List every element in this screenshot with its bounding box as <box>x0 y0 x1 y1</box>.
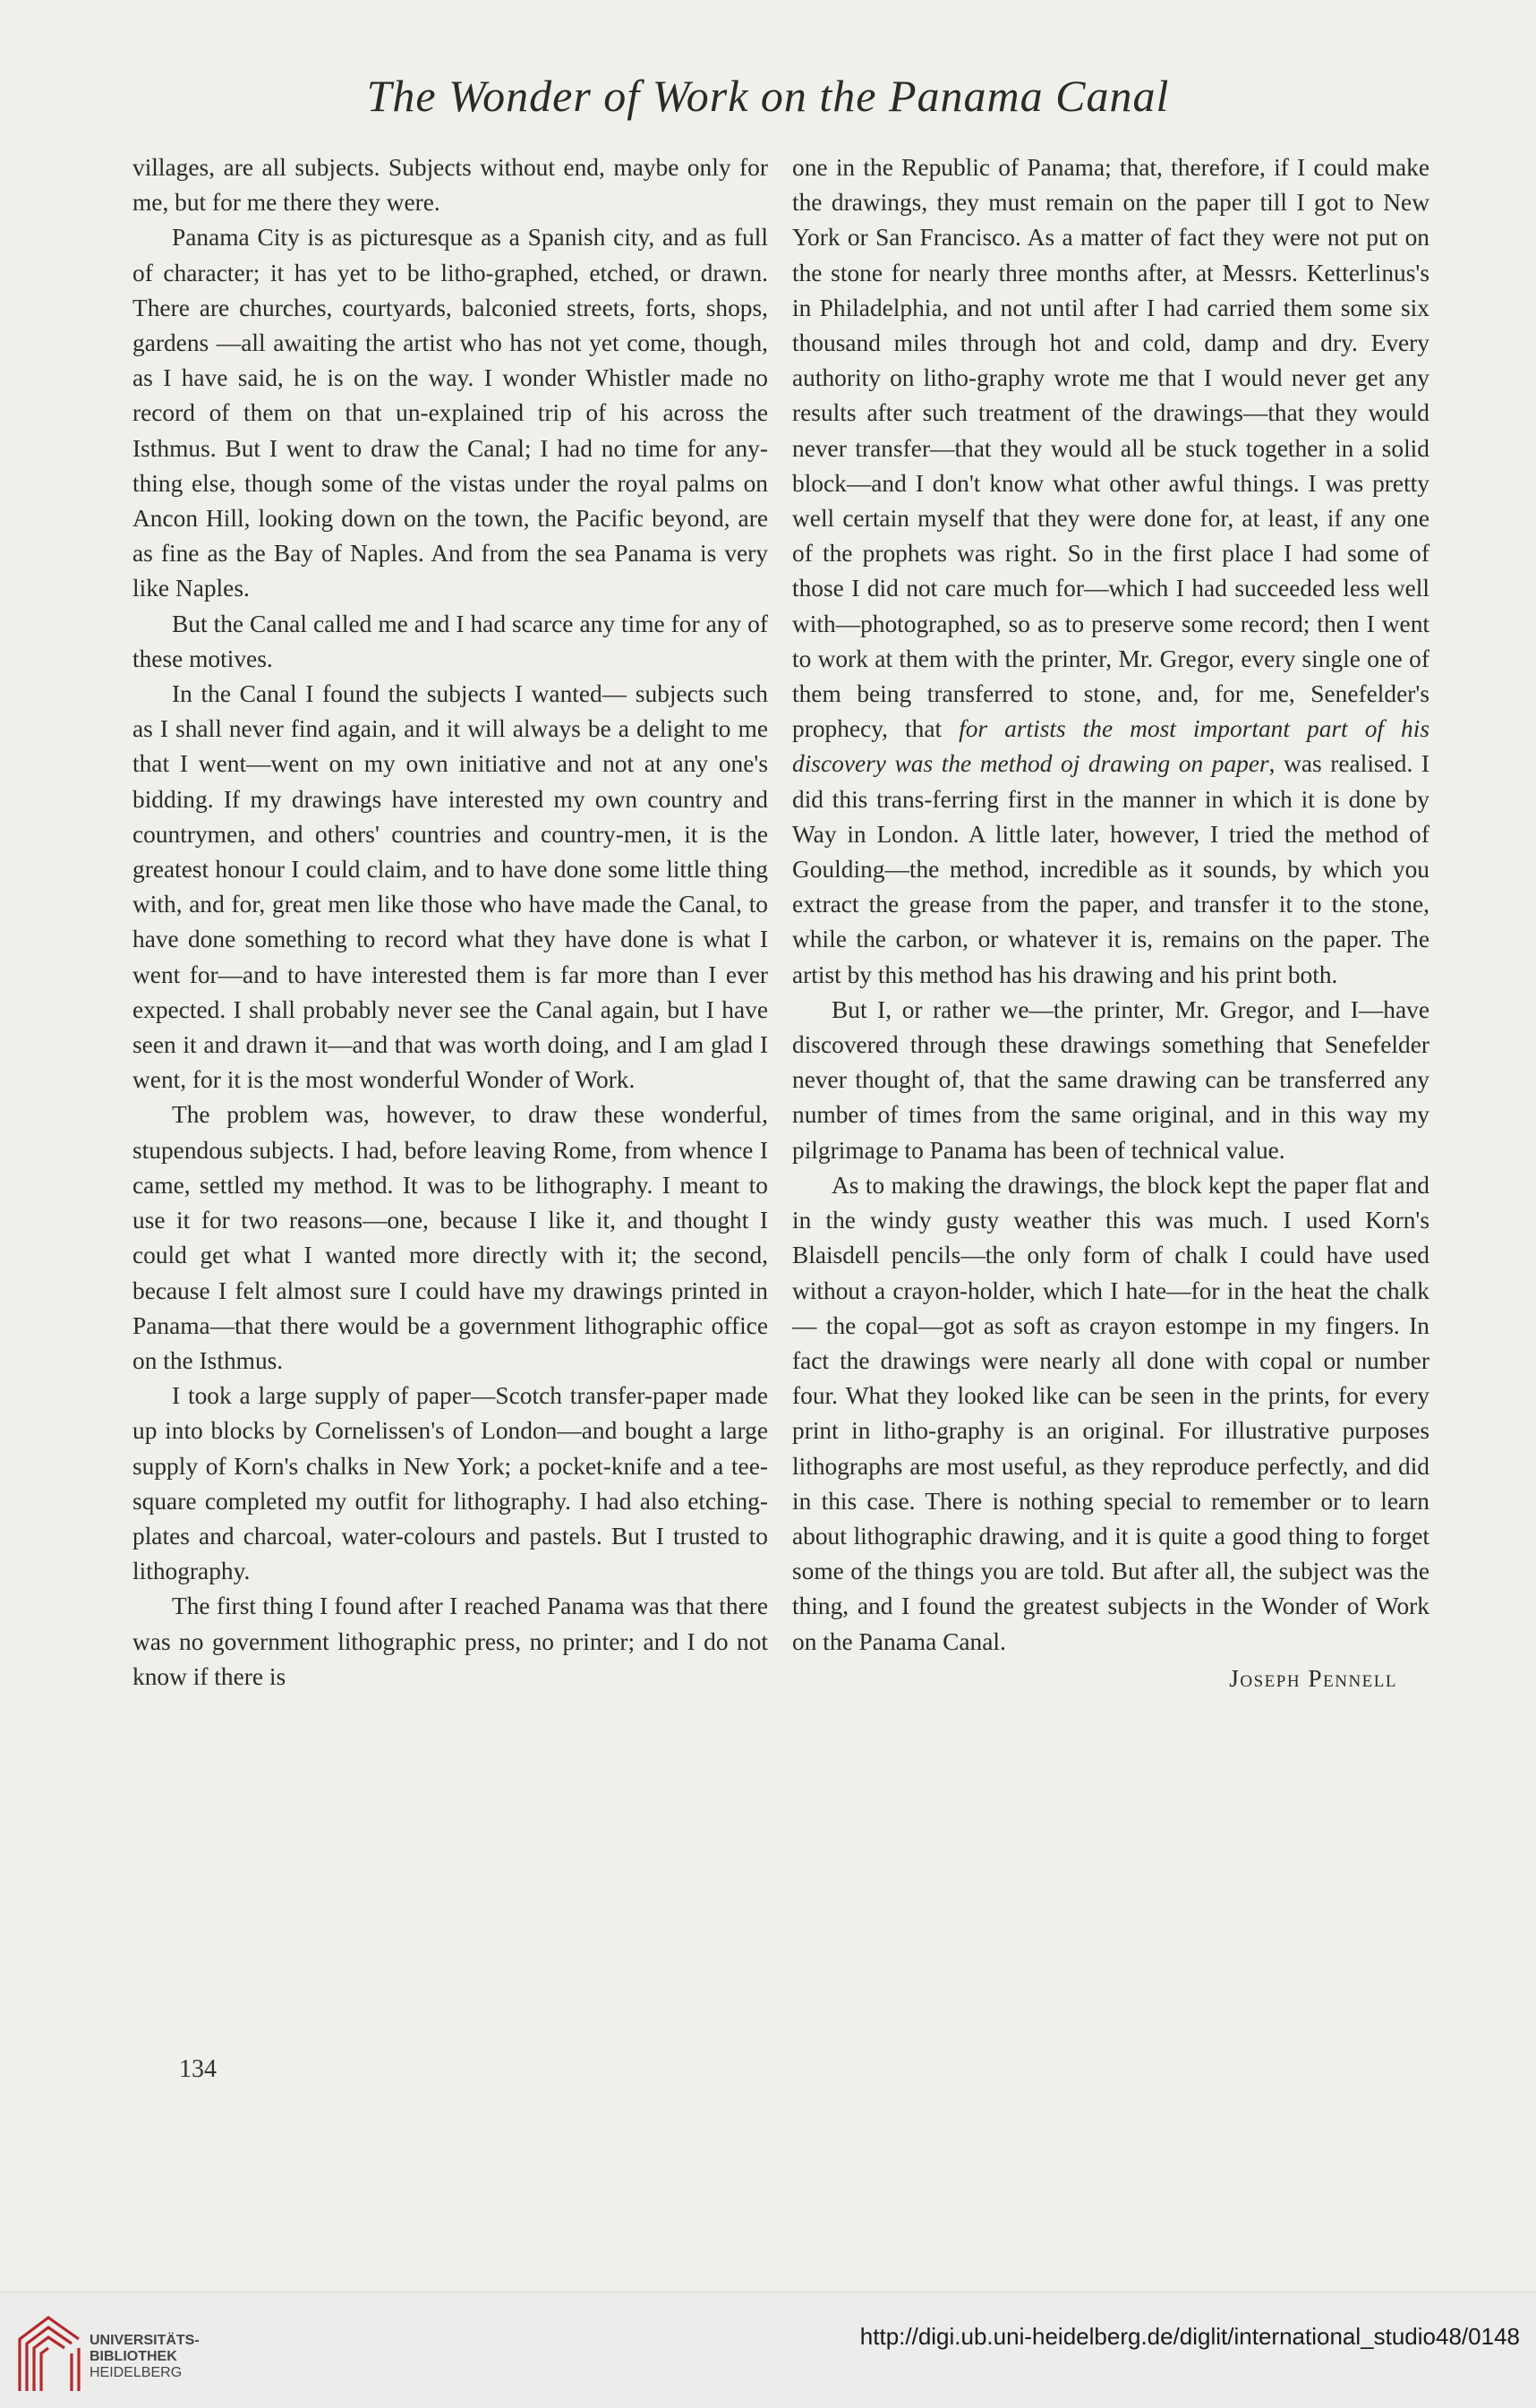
library-name: UNIVERSITÄTS- BIBLIOTHEK HEIDELBERG <box>90 2333 200 2380</box>
italic-quote: for artists the most important part of his discovery was the method oj drawing on paper <box>792 715 1429 778</box>
page-number: 134 <box>179 2055 217 2083</box>
paragraph: As to making the drawings, the block kept the paper flat and in the windy gusty weather this was much. I used Korn's Blaisdell pencils—the only form of chalk I could have used without a crayon-holder, which I hate—for in the heat the chalk— the copal—got as soft as crayon estompe in my fingers. In fact the drawings were nearly all done with copal or number four. What they looked like can be seen in the prints, for every print in litho-graphy is an original. For illustrative purposes lithographs are most useful, as they reproduce perfectly, and did in this case. There is nothing special to remember or to learn about lithographic drawing, and it is quite a good thing to forget some of the things you are told. But after all, the subject was the thing, and I found the greatest subjects in the Wonder of Work on the Panama Canal. <box>792 1171 1429 1655</box>
left-column <box>132 150 768 1695</box>
paragraph <box>792 150 1429 993</box>
paragraph: I took a large supply of paper—Scotch transfer-paper made up into blocks by Cornelissen's of London—and bought a large supply of Korn's chalks in New York; a pocket-knife and a tee-square completed my outfit for lithography. I had also etching-plates and charcoal, water-colours and pastels. But I trusted to lithography. <box>132 1382 768 1585</box>
paragraph: The first thing I found after I reached Panama was that there was no government lithographic press, no printer; and I do not know if there is <box>132 1593 768 1690</box>
author-signature: Joseph Pennell <box>1229 1664 1397 1692</box>
source-url[interactable]: http://digi.ub.uni-heidelberg.de/diglit/international_studio48/0148 <box>859 2323 1520 2350</box>
right-column <box>792 150 1429 1696</box>
paragraph: In the Canal I found the subjects I wanted— subjects such as I shall never find again, and it will always be a delight to me that I went—went on my own initiative and not at any one's bidding. If my drawings have interested my own country and countrymen, and others' countries and country-men, it is the greatest honour I could claim, and to have done some little thing with, and for, great men like those who have made the Canal, to have done something to record what they have done is what I went for—and to have interested them is far more than I ever expected. I shall probably never see the Canal again, but I have seen it and drawn it—and that was worth doing, and I am glad I went, for it is the most wonderful Wonder of Work. <box>132 680 768 1094</box>
paragraph-text: one in the Republic of Panama; that, therefore, if I could make the drawings, they must remain on the paper till I got to New York or San Francisco. As a matter of fact they were not put on the stone for nearly three months after, at Messrs. Ketterlinus's in Philadelphia, and not until after I had carried them some six thousand miles through hot and cold, damp and dry. Every authority on litho-graphy wrote me that I would never get any results after such treatment of the drawings—that they would never transfer—that they would all be stuck together in a solid block—and I don't know what other awful things. I was pretty well certain myself that they were done for, at least, if any one of the prophets was right. So in the first place I had some of those I did not care much for—which I had succeeded less well with—photographed, so as to preserve some record; then I went to work at them with the printer, Mr. Gregor, every single one of them being transferred to stone, and, for me, Senefelder's prophecy, that <box>792 154 1429 743</box>
paragraph-text: , was realised. I did this trans-ferring first in the manner in which it is done by Way in London. A little later, however, I tried the method of Goulding—the method, incredible as it sounds, by which you extract the grease from the paper, and transfer it to the stone, while the carbon, or whatever it is, remains on the paper. The artist by this method has his drawing and his print both. <box>792 750 1429 988</box>
paragraph: But the Canal called me and I had scarce any time for any of these motives. <box>132 610 768 672</box>
library-logo-icon <box>13 2312 86 2395</box>
paragraph: villages, are all subjects. Subjects without end, maybe only for me, but for me there they were. <box>132 154 768 217</box>
footer-bar <box>0 2292 1536 2408</box>
paragraph: But I, or rather we—the printer, Mr. Gregor, and I—have discovered through these drawings something that Senefelder never thought of, that the same drawing can be transferred any number of times from the same original, and in this way my pilgrimage to Panama has been of technical value. <box>792 995 1429 1164</box>
running-head: The Wonder of Work on the Panama Canal <box>366 71 1170 121</box>
paragraph: The problem was, however, to draw these wonderful, stupendous subjects. I had, before leaving Rome, from whence I came, settled my method. It was to be lithography. I meant to use it for two reasons—one, because I like it, and thought I could get what I wanted more directly with it; the second, because I felt almost sure I could have my drawings printed in Panama—that there would be a government lithographic office on the Isthmus. <box>132 1101 768 1374</box>
paragraph: Panama City is as picturesque as a Spanish city, and as full of character; it has yet to be litho-graphed, etched, or drawn. There are churches, courtyards, balconied streets, forts, shops, gardens —all awaiting the artist who has not yet come, though, as I have said, he is on the way. I wonder Whistler made no record of them on that un-explained trip of his across the Isthmus. But I went to draw the Canal; I had no time for any-thing else, though some of the vistas under the royal palms on Ancon Hill, looking down on the town, the Pacific beyond, are as fine as the Bay of Naples. And from the sea Panama is very like Naples. <box>132 224 768 602</box>
